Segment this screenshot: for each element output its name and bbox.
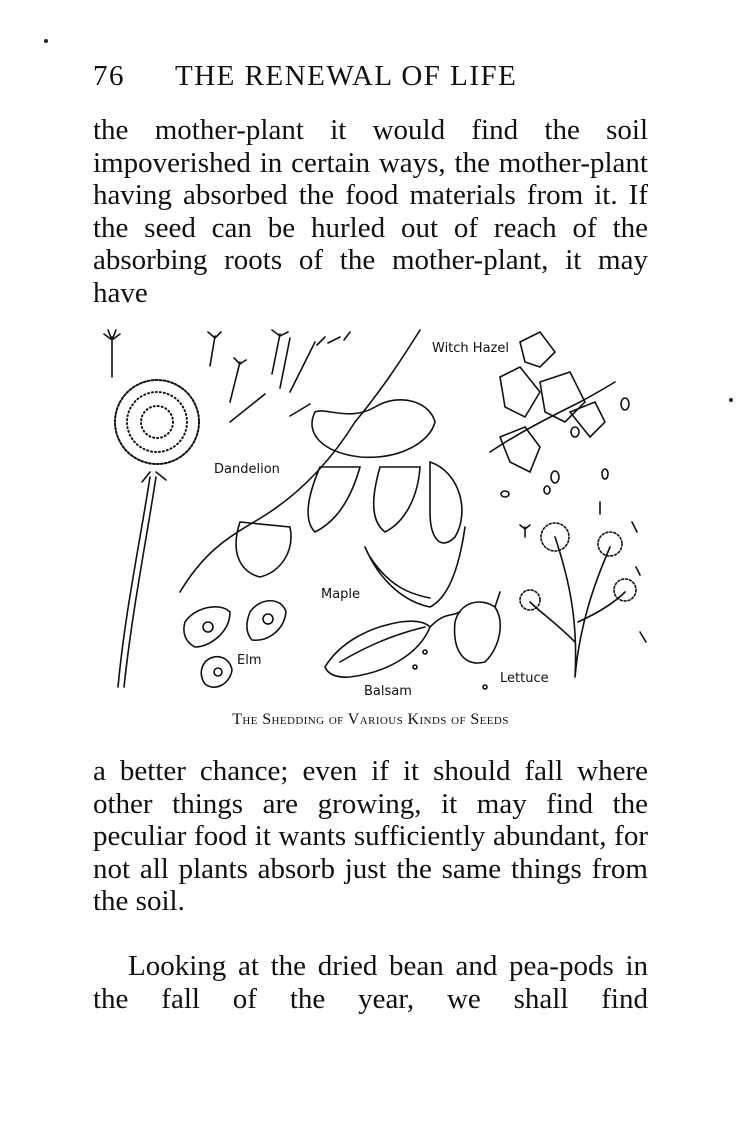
paragraph-3: Looking at the dried bean and pea-pods in the fall of the year, we shall find (93, 950, 648, 1015)
page-number: 76 (93, 60, 125, 92)
seed-illustration (100, 322, 660, 707)
page-header (93, 60, 653, 100)
label-dandelion: Dandelion (214, 462, 280, 477)
lettuce-drawing (520, 502, 646, 677)
balsam-drawing (325, 592, 500, 689)
label-maple: Maple (321, 587, 361, 602)
paragraph-1: the mother-plant it would find the soil impoverished in certain ways, the mother-plant having absorbed the food materials from it. If the seed can be hurled out of reach of the absorbing roots of the mother-plant, it may have (93, 114, 648, 309)
margin-speck-right (729, 398, 733, 402)
running-head: THE RENEWAL OF LIFE (175, 60, 518, 92)
label-lettuce: Lettuce (500, 671, 549, 686)
label-elm: Elm (237, 653, 262, 668)
witch-hazel-drawing (490, 332, 629, 497)
paragraph-2: a better chance; even if it should fall where other things are growing, it may find the peculiar food it wants sufficiently abundant, for not all plants absorb just the same things from the soil. (93, 755, 648, 917)
label-witch-hazel: Witch Hazel (432, 341, 509, 356)
margin-speck-left (44, 39, 48, 43)
label-balsam: Balsam (364, 684, 412, 699)
elm-drawing (184, 601, 286, 687)
figure-caption: The Shedding of Various Kinds of Seeds (232, 711, 509, 728)
dandelion-drawing (104, 330, 350, 687)
seed-illustration-drawing (100, 322, 660, 707)
